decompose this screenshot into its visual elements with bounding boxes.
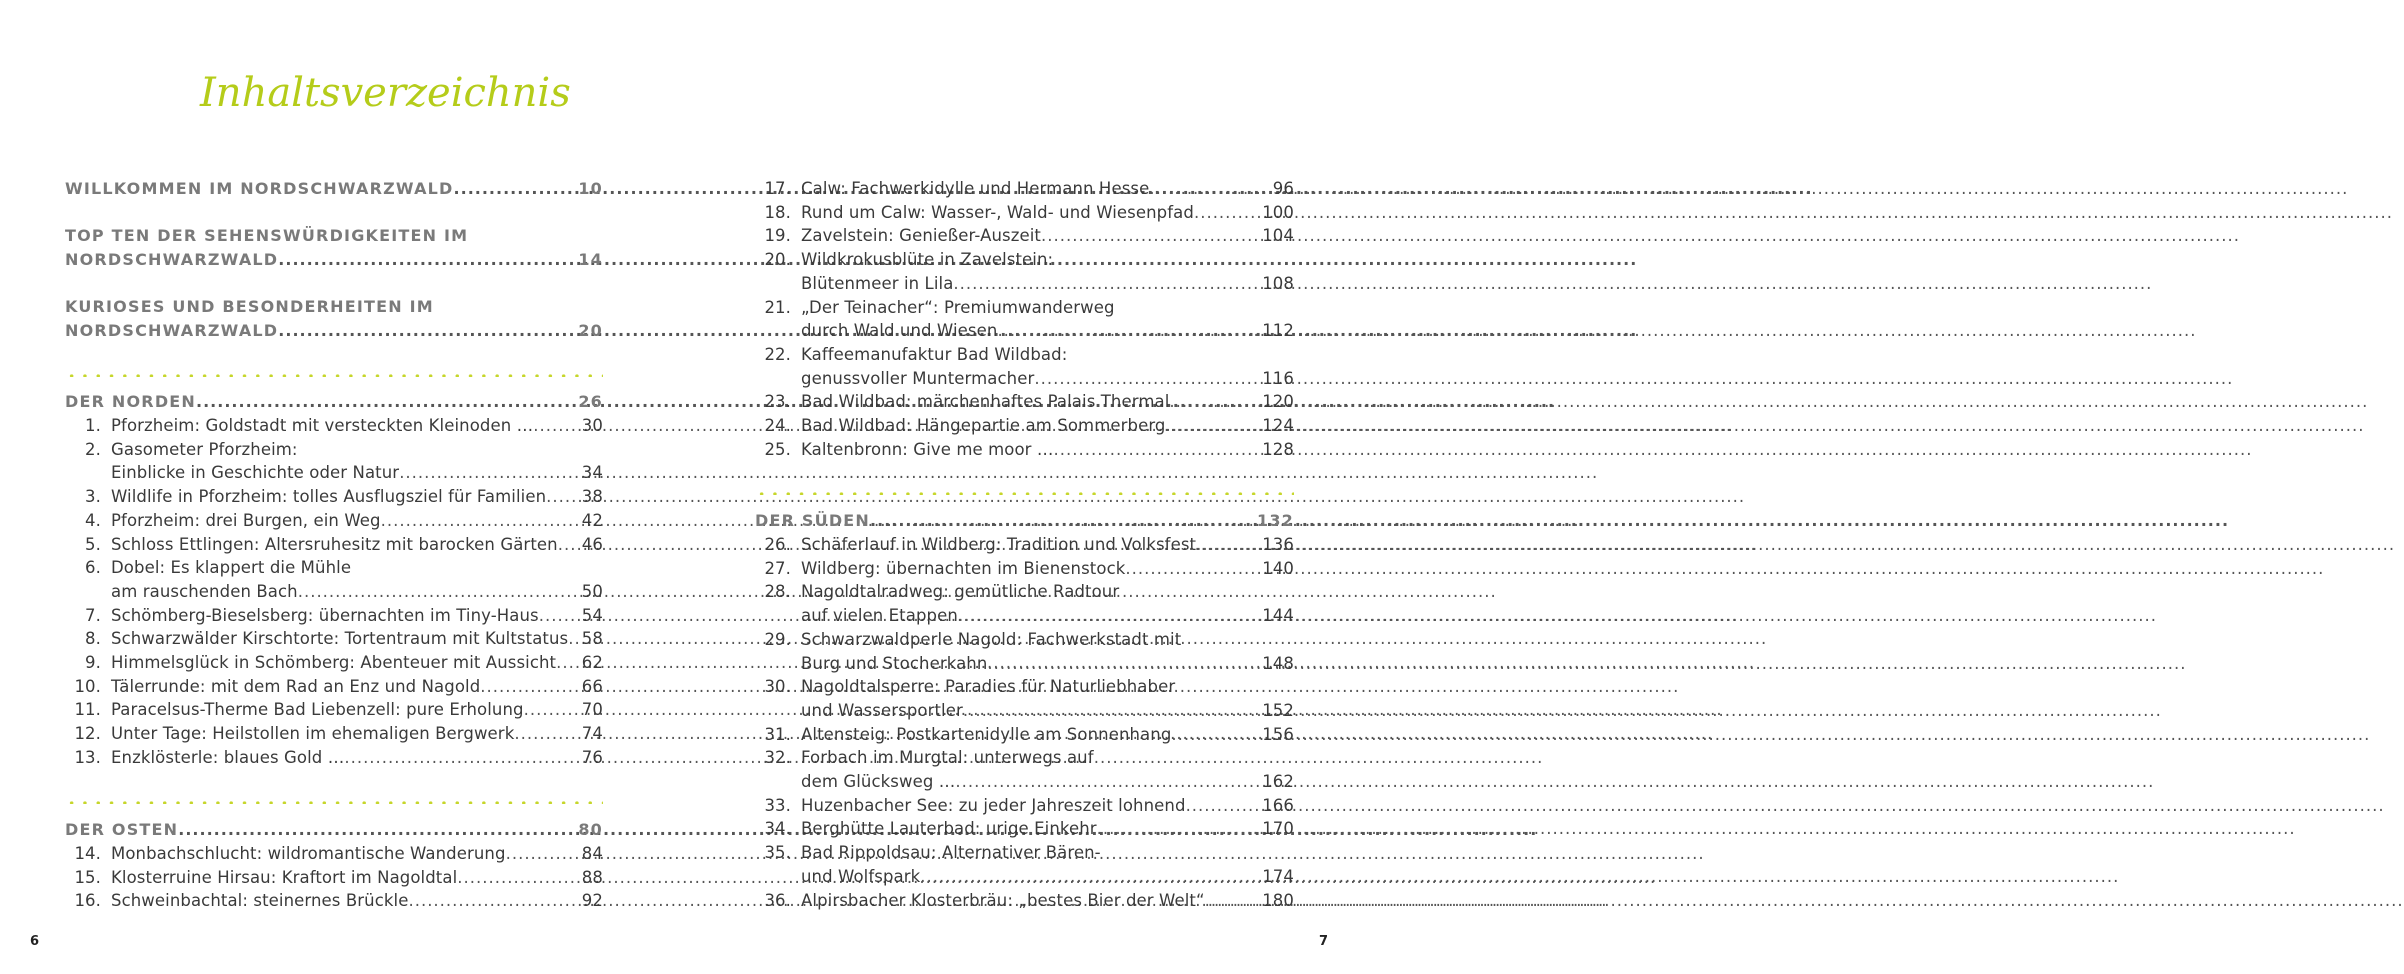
toc-entry[interactable] xyxy=(65,438,603,462)
entry-number: 36. xyxy=(764,890,791,910)
dot-leader xyxy=(1166,414,1263,438)
entry-number: 9. xyxy=(85,653,101,672)
heading-text: NORDSCHWARZWALD xyxy=(65,321,279,340)
dotted-divider xyxy=(755,492,1294,495)
entry-page: 162 xyxy=(1262,772,1294,791)
toc-entry[interactable] xyxy=(65,414,603,438)
entry-title: Calw: Fachwerkidylle und Hermann Hesse xyxy=(801,179,1150,198)
dot-leader xyxy=(556,651,582,675)
intro-heading[interactable] xyxy=(65,319,603,343)
entry-title: genussvoller Muntermacher xyxy=(801,368,1035,388)
heading-text: NORDSCHWARZWALD xyxy=(65,250,279,269)
toc-entry[interactable] xyxy=(65,722,603,746)
toc-entry[interactable] xyxy=(65,556,603,580)
dot-leader xyxy=(298,580,582,604)
entry-number: 32. xyxy=(764,748,791,768)
dot-leader xyxy=(953,272,1262,296)
entry-page: 108 xyxy=(1262,273,1294,293)
entry-title: Bad Rippoldsau: Alternativer Bären- xyxy=(801,843,1101,863)
toc-entry[interactable] xyxy=(65,842,603,866)
entry-title: Himmelsglück in Schömberg: Abenteuer mit Aussicht xyxy=(111,653,557,672)
toc-entry[interactable] xyxy=(755,414,1294,438)
entry-page: 46 xyxy=(581,534,603,554)
entry-page: 42 xyxy=(581,510,603,530)
dot-leader xyxy=(1194,201,1262,225)
entry-title: Klosterruine Hirsau: Kraftort im Nagoldtal xyxy=(111,867,458,887)
dotted-divider xyxy=(65,374,603,377)
entry-title: Huzenbacher See: zu jeder Jahreszeit lohnend xyxy=(801,795,1186,815)
entry-page: 62 xyxy=(581,653,603,672)
entry-page: 124 xyxy=(1262,416,1294,435)
entry-number: 14. xyxy=(74,844,101,863)
entry-page: 80 xyxy=(578,820,603,839)
entry-title: Pforzheim: Goldstadt mit versteckten Kleinoden … xyxy=(111,416,534,435)
dot-leader xyxy=(178,818,578,842)
toc-entry[interactable] xyxy=(755,841,1294,865)
entry-number: 11. xyxy=(74,700,101,720)
entry-number: 26. xyxy=(764,535,791,554)
entry-page: 70 xyxy=(581,700,603,720)
toc-entry[interactable] xyxy=(65,746,603,770)
entry-page: 116 xyxy=(1262,368,1294,388)
entry-page: 128 xyxy=(1262,439,1294,459)
page-number-left: 6 xyxy=(30,934,40,949)
entry-title: Bad Wildbad: märchenhaftes Palais Thermal xyxy=(801,392,1170,412)
entry-title: „Der Teinacher“: Premiumwanderweg xyxy=(801,297,1115,317)
entry-number: 3. xyxy=(85,487,101,507)
entry-number: 19. xyxy=(764,226,791,246)
entry-page: 84 xyxy=(581,844,603,863)
entry-title: Altensteig: Postkartenidylle am Sonnenhang xyxy=(801,724,1172,744)
toc-entry[interactable] xyxy=(755,817,1294,841)
entry-title: Schweinbachtal: steinernes Brückle xyxy=(111,891,409,911)
toc-entry[interactable] xyxy=(65,461,603,485)
entry-page: 92 xyxy=(581,891,603,911)
intro-heading[interactable] xyxy=(65,177,603,201)
dot-leader xyxy=(987,652,1262,676)
toc-entry[interactable] xyxy=(755,580,1294,604)
entry-number: 8. xyxy=(85,629,101,649)
entry-page: 140 xyxy=(1262,558,1294,578)
toc-entry[interactable] xyxy=(755,652,1294,676)
dot-leader xyxy=(1034,367,1262,391)
entry-page: 14 xyxy=(578,250,603,269)
heading-text: WILLKOMMEN IM NORDSCHWARZWALD xyxy=(65,179,454,198)
entry-page: 66 xyxy=(581,676,603,696)
entry-title: Berghütte Lauterbad: urige Einkehr xyxy=(801,819,1097,839)
entry-page: 166 xyxy=(1262,795,1294,815)
toc-entry[interactable] xyxy=(65,580,603,604)
toc-entry[interactable] xyxy=(65,675,603,699)
entry-page: 38 xyxy=(581,487,603,507)
entry-title: Wildkrokusblüte in Zavelstein: xyxy=(801,250,1054,270)
toc-entry[interactable] xyxy=(65,866,603,890)
heading-text: DER OSTEN xyxy=(65,820,179,839)
entry-page: 34 xyxy=(581,463,603,483)
section-heading-norden[interactable] xyxy=(65,390,603,414)
entry-page: 26 xyxy=(578,392,603,411)
entry-number: 18. xyxy=(764,202,791,222)
entry-page: 30 xyxy=(581,416,603,435)
toc-entry[interactable] xyxy=(755,390,1294,414)
dot-leader xyxy=(1171,723,1262,747)
entry-title: Kaffeemanufaktur Bad Wildbad: xyxy=(801,344,1068,364)
entry-page: 20 xyxy=(578,321,603,340)
entry-title: Schwarzwaldperle Nagold: Fachwerkstadt mit xyxy=(801,629,1182,649)
entry-page: 74 xyxy=(581,724,603,744)
entry-page: 112 xyxy=(1262,321,1294,341)
entry-number: 16. xyxy=(74,891,101,911)
dot-leader xyxy=(524,698,582,722)
entry-title: Nagoldtalsperre: Paradies für Naturliebhaber xyxy=(801,677,1176,697)
entry-title: durch Wald und Wiesen xyxy=(801,321,998,341)
entry-number: 15. xyxy=(74,867,101,887)
heading-text: DER SÜDEN xyxy=(755,511,871,530)
entry-title: Enzklösterle: blaues Gold … xyxy=(111,747,345,767)
toc-entry[interactable] xyxy=(755,533,1294,557)
dot-leader xyxy=(920,865,1262,889)
entry-title: Bad Wildbad: Hängepartie am Sommerberg xyxy=(801,416,1166,435)
entry-number: 35. xyxy=(764,843,791,863)
dot-leader xyxy=(506,842,582,866)
toc-entry[interactable] xyxy=(755,438,1294,462)
intro-heading[interactable] xyxy=(65,224,603,248)
entry-title: Schäferlauf in Wildberg: Tradition und Volksfest xyxy=(801,535,1197,554)
entry-title: Gasometer Pforzheim: xyxy=(111,439,298,459)
section-heading-osten[interactable] xyxy=(65,818,603,842)
dot-leader xyxy=(457,866,582,890)
dot-leader xyxy=(870,509,1257,533)
toc-entry[interactable] xyxy=(65,698,603,722)
entry-page: 96 xyxy=(1272,179,1294,198)
dot-leader xyxy=(1054,438,1263,462)
entry-title: Schömberg-Bieselsberg: übernachten im Tiny-Haus xyxy=(111,605,539,625)
toc-entry[interactable] xyxy=(755,177,1294,201)
entry-number: 20. xyxy=(764,250,791,270)
entry-number: 30. xyxy=(764,677,791,697)
toc-entry[interactable] xyxy=(755,201,1294,225)
entry-page: 180 xyxy=(1262,890,1294,910)
entry-title: Zavelstein: Genießer-Auszeit xyxy=(801,226,1041,246)
toc-title xyxy=(196,48,571,138)
toc-entry[interactable] xyxy=(65,509,603,533)
intro-heading[interactable] xyxy=(65,295,603,319)
entry-number: 27. xyxy=(764,558,791,578)
toc-title-script xyxy=(196,48,571,138)
entry-page: 50 xyxy=(581,581,603,601)
toc-entry[interactable] xyxy=(65,651,603,675)
entry-title: am rauschenden Bach xyxy=(111,581,298,601)
entry-title: Burg und Stocherkahn xyxy=(801,653,988,673)
dot-leader xyxy=(1125,557,1262,581)
dot-leader xyxy=(1097,817,1263,841)
entry-title: Kaltenbronn: Give me moor … xyxy=(801,439,1054,459)
entry-page: 88 xyxy=(581,867,603,887)
toc-entry[interactable] xyxy=(755,272,1294,296)
heading-text: DER NORDEN xyxy=(65,392,197,411)
dot-leader xyxy=(408,889,581,913)
dot-leader xyxy=(533,414,582,438)
entry-title: Monbachschlucht: wildromantische Wanderung xyxy=(111,844,506,863)
entry-page: 10 xyxy=(578,179,603,198)
entry-page: 148 xyxy=(1262,653,1294,673)
dot-leader xyxy=(399,461,582,485)
dot-leader xyxy=(1169,390,1262,414)
toc-title-text: Inhaltsverzeichnis xyxy=(200,70,571,116)
entry-page: 144 xyxy=(1262,606,1294,626)
toc-entry[interactable] xyxy=(65,485,603,509)
entry-number: 4. xyxy=(85,510,101,530)
entry-title: Paracelsus-Therme Bad Liebenzell: pure Erholung xyxy=(111,700,524,720)
dot-leader xyxy=(1205,889,1263,913)
entry-page: 170 xyxy=(1262,819,1294,839)
dot-leader xyxy=(568,627,582,651)
entry-title: Wildberg: übernachten im Bienenstock xyxy=(801,558,1126,578)
toc-entry[interactable] xyxy=(65,604,603,628)
entry-number: 29. xyxy=(764,629,791,649)
dot-leader xyxy=(546,485,582,509)
toc-entry[interactable] xyxy=(755,675,1294,699)
intro-heading[interactable] xyxy=(65,248,603,272)
entry-number: 34. xyxy=(764,819,791,839)
toc-entry[interactable] xyxy=(755,319,1294,343)
toc-entry[interactable] xyxy=(755,628,1294,652)
entry-title: Alpirsbacher Klosterbräu: „bestes Bier der Welt“ xyxy=(801,890,1205,910)
entry-number: 24. xyxy=(764,416,791,435)
entry-number: 5. xyxy=(85,534,101,554)
entry-page: 136 xyxy=(1262,535,1294,554)
dot-leader xyxy=(997,319,1262,343)
toc-entry[interactable] xyxy=(755,557,1294,581)
toc-entry[interactable] xyxy=(755,770,1294,794)
dot-leader xyxy=(381,509,582,533)
toc-entry[interactable] xyxy=(755,723,1294,747)
entry-page: 58 xyxy=(581,629,603,649)
heading-text: KURIOSES UND BESONDERHEITEN IM xyxy=(65,297,434,316)
dot-leader xyxy=(454,177,579,201)
entry-title: Einblicke in Geschichte oder Natur xyxy=(111,463,400,483)
entry-number: 17. xyxy=(764,179,791,198)
entry-number: 1. xyxy=(85,416,101,435)
dot-leader xyxy=(344,746,581,770)
entry-number: 2. xyxy=(85,439,101,459)
dot-leader xyxy=(278,248,578,272)
entry-number: 31. xyxy=(764,724,791,744)
toc-entry[interactable] xyxy=(65,889,603,913)
toc-entry[interactable] xyxy=(755,604,1294,628)
dot-leader xyxy=(1196,533,1262,557)
entry-title: Unter Tage: Heilstollen im ehemaligen Bergwerk xyxy=(111,724,515,744)
entry-page: 104 xyxy=(1262,226,1294,246)
dot-leader xyxy=(1149,177,1272,201)
entry-number: 7. xyxy=(85,605,101,625)
section-heading-sueden[interactable] xyxy=(755,509,1294,533)
entry-title: und Wolfspark xyxy=(801,866,921,886)
dot-leader xyxy=(558,533,582,557)
entry-number: 21. xyxy=(764,297,791,317)
entry-page: 174 xyxy=(1262,866,1294,886)
dot-leader xyxy=(963,699,1262,723)
entry-page: 152 xyxy=(1262,700,1294,720)
entry-page: 54 xyxy=(581,605,603,625)
entry-title: dem Glücksweg … xyxy=(801,772,956,791)
entry-page: 132 xyxy=(1257,511,1294,530)
dotted-divider xyxy=(65,801,603,804)
toc-entry[interactable] xyxy=(755,343,1294,367)
toc-entry[interactable] xyxy=(755,865,1294,889)
dot-leader xyxy=(1186,794,1263,818)
entry-title: Tälerrunde: mit dem Rad an Enz und Nagold xyxy=(111,676,481,696)
page-number-right: 7 xyxy=(1319,934,1329,949)
entry-number: 25. xyxy=(764,439,791,459)
toc-entry[interactable] xyxy=(755,296,1294,320)
toc-entry[interactable] xyxy=(755,224,1294,248)
entry-page: 76 xyxy=(581,747,603,767)
entry-title: und Wassersportler xyxy=(801,700,963,720)
entry-title: Dobel: Es klappert die Mühle xyxy=(111,558,352,578)
entry-title: Schwarzwälder Kirschtorte: Tortentraum mit Kultstatus xyxy=(111,629,569,649)
entry-title: Forbach im Murgtal: unterwegs auf xyxy=(801,748,1094,768)
entry-number: 23. xyxy=(764,392,791,412)
toc-entry[interactable] xyxy=(65,533,603,557)
entry-number: 33. xyxy=(764,795,791,815)
entry-page: 100 xyxy=(1262,202,1294,222)
dot-leader xyxy=(514,722,581,746)
entry-title: Blütenmeer in Lila xyxy=(801,273,954,293)
entry-page: 120 xyxy=(1262,392,1294,412)
dot-leader xyxy=(539,604,582,628)
dot-leader xyxy=(196,390,578,414)
entry-number: 6. xyxy=(85,558,101,578)
toc-entry[interactable] xyxy=(755,367,1294,391)
toc-entry[interactable] xyxy=(755,794,1294,818)
entry-number: 13. xyxy=(74,747,101,767)
entry-number: 10. xyxy=(74,676,101,696)
entry-title: Nagoldtalradweg: gemütliche Radtour xyxy=(801,582,1120,602)
dot-leader xyxy=(278,319,578,343)
toc-entry[interactable] xyxy=(755,746,1294,770)
toc-entry[interactable] xyxy=(65,627,603,651)
entry-title: Rund um Calw: Wasser-, Wald- und Wiesenpfad xyxy=(801,202,1194,222)
entry-number: 22. xyxy=(764,344,791,364)
heading-text: TOP TEN DER SEHENSWÜRDIGKEITEN IM xyxy=(65,226,469,245)
entry-title: Wildlife in Pforzheim: tolles Ausflugsziel für Familien xyxy=(111,487,547,507)
dot-leader xyxy=(1041,224,1262,248)
entry-title: Pforzheim: drei Burgen, ein Weg xyxy=(111,510,381,530)
entry-page: 156 xyxy=(1262,724,1294,744)
dot-leader xyxy=(955,770,1262,794)
dot-leader xyxy=(480,675,582,699)
toc-entry[interactable] xyxy=(755,248,1294,272)
entry-number: 28. xyxy=(764,582,791,602)
toc-entry[interactable] xyxy=(755,889,1294,913)
entry-title: Schloss Ettlingen: Altersruhesitz mit barocken Gärten xyxy=(111,534,558,554)
entry-title: auf vielen Etappen xyxy=(801,606,958,626)
dot-leader xyxy=(958,604,1262,628)
entry-number: 12. xyxy=(74,724,101,744)
toc-entry[interactable] xyxy=(755,699,1294,723)
